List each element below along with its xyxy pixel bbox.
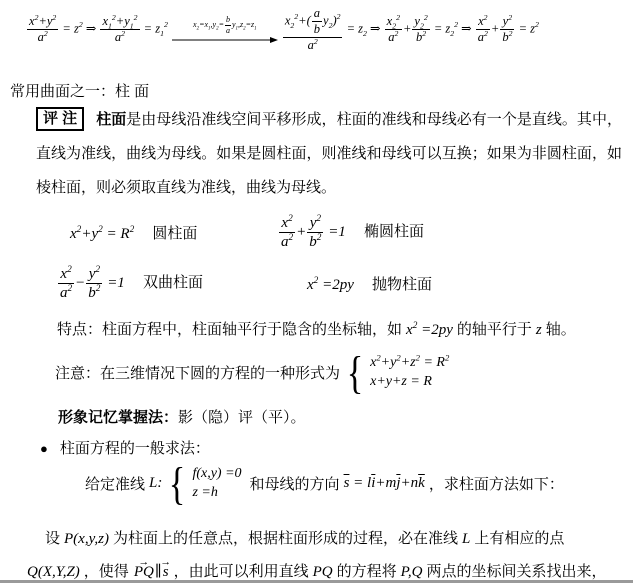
direction-vector-math: $\overline{s} = l\overline{i}+m\overline{j}+n\overline{k}$ [343, 475, 425, 492]
bullet-item [40, 437, 210, 458]
equation-left: $\frac{x^2+y^2}{a^2}$ = $z^2$ ⇒ $\frac{x_1^2+y_1^2}{a^2}$ = $z_1^2$ [29, 12, 168, 44]
feature-math: z [535, 322, 542, 338]
equation-system [166, 458, 245, 509]
system-line: x+y+z = R [370, 374, 432, 390]
method-math: L: [149, 475, 163, 492]
para-text: ，由此可以利用直线 [173, 563, 309, 580]
notice-text: 注意：在三维情况下圆的方程的一种形式为 [55, 365, 341, 383]
formula-label: 双曲柱面 [142, 273, 203, 291]
para-math: P(x,y,z) [64, 531, 109, 547]
top-equation-chain [26, 6, 539, 53]
formula-elliptic-cylinder [278, 214, 630, 251]
system-line: f(x,y) =0 [192, 466, 242, 482]
formula-math: $\frac{x^2}{a^2}$ − $\frac{y^2}{b^2}$ =1 [60, 265, 125, 301]
feature-text: 轴。 [545, 321, 576, 338]
formula-math: $\frac{x^2}{a^2}$ + $\frac{y^2}{b^2}$ =1 [281, 214, 346, 250]
note-body: 是由母线沿准线空间平移形成，柱面的准线和母线必有一个是直线。其中，直线为准线，曲线为母线。如果是圆柱面，则准线和母线可以互换；如果为非圆柱面，如棱柱面，则必须取直线为准线，曲线为母线。 [36, 111, 622, 196]
substitution-arrow [172, 15, 278, 44]
formula-label: 圆柱面 [152, 225, 198, 242]
bullet-icon: ● [40, 441, 48, 456]
system-line: z =h [192, 485, 218, 501]
para-math: → PQ∥→ s [133, 564, 170, 580]
para-text: 为柱面上的任意点，根据柱面形成的过程，必在准线 [113, 530, 459, 547]
feature-line [57, 318, 576, 339]
cylinder-formula-grid [60, 207, 630, 309]
para-text: 的方程将 [336, 563, 397, 580]
note-badge: 评 注 [36, 107, 84, 131]
method-line [85, 458, 564, 509]
feature-text: 的轴平行于 [456, 321, 532, 338]
para-text: 上有相应的点 [474, 530, 565, 547]
body-paragraph-line [23, 560, 606, 581]
formula-math: $x^2 =2py$ [307, 276, 354, 293]
feature-text: 特点：柱面方程中，柱面轴平行于隐含的坐标轴，如 [57, 321, 403, 338]
formula-label: 椭圆柱面 [363, 222, 424, 240]
para-math: Q(X,Y,Z) [27, 564, 80, 580]
system-brace: { [169, 458, 186, 509]
para-text: 两点的坐标间关系找出来， [426, 563, 607, 580]
body-paragraph-line [45, 527, 564, 548]
para-text: ，使得 [83, 563, 129, 580]
formula-math: $x^2+y^2 = R^2$ [70, 225, 135, 242]
notice-line [55, 347, 457, 398]
para-math: PQ [312, 564, 333, 580]
formula-circular-cylinder [70, 222, 278, 243]
bullet-text: 柱面方程的一般求法： [59, 440, 210, 457]
para-math: L [462, 531, 471, 547]
para-text: 设 [45, 530, 61, 547]
system-line: $x^2+y^2+z^2 = R^2$ [370, 352, 450, 371]
para-math: P,Q [400, 564, 423, 580]
substitution-arrow-label: $x_2=x_1,y_2=$ $\frac{b}{a}$ $y_1,z_2=z_1$ [193, 14, 257, 35]
note-paragraph [36, 103, 622, 205]
feature-math: $x^2 =2py$ [406, 321, 453, 338]
formula-parabolic-cylinder [307, 273, 630, 294]
mnemonic-bold: 形象记忆掌握法： [58, 409, 179, 426]
method-text: ，求柱面方法如下： [428, 476, 564, 494]
mnemonic-rest: 影（隐）评（平）。 [178, 409, 306, 426]
equation-system [344, 347, 453, 398]
method-text: 和母线的方向 [249, 476, 340, 494]
equation-right: $x_2^2+$( $\frac{a}{b}$ $y_2)^2$ $a^2$ = $z_2$ ⇒ $\frac{x_2^2}{a^2}$ + $\frac{y_2^2}{b^2}$ = $z_2^2$ ⇒ $\frac{x^2}{a^2}$ + $\frac{y^2}{b^2}$ = $z^2$ [284, 6, 539, 52]
formula-hyperbolic-cylinder [57, 265, 278, 302]
method-text: 给定准线 [85, 476, 146, 494]
formula-label: 抛物柱面 [372, 276, 433, 293]
arrow-shaft-icon [172, 36, 278, 44]
note-lead: 柱面 [96, 111, 127, 128]
system-brace: { [346, 347, 364, 398]
mnemonic-line [58, 406, 306, 427]
section-title: 常用曲面之一：柱 面 [10, 83, 150, 100]
